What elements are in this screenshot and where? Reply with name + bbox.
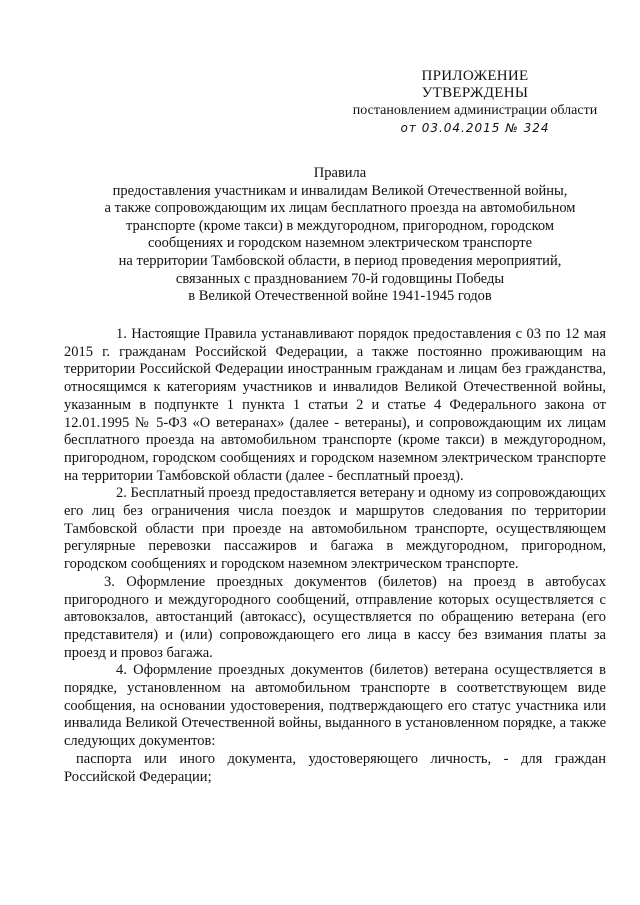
title-line: транспорте (кроме такси) в междугородном, пригородном, городском [125,217,555,234]
title-line: предоставления участникам и инвалидам Великой Отечественной войны, [112,182,568,199]
title-line: а также сопровождающим их лицам бесплатного проезда на автомобильном [104,200,576,217]
title-line: связанных с празднованием 70-й годовщины Победы [175,270,505,287]
title-line: на территории Тамбовской области, в период проведения мероприятий, [118,252,562,269]
handwritten-date: 03.04.2015 [421,121,501,135]
handwritten-number: 324 [523,121,550,135]
document-body [64,326,606,786]
number-prefix: № [505,121,519,135]
approval-header [350,68,600,135]
paragraph-3: 3. Оформление проездных документов (билетов) на проезд в автобусах пригородного и междугородного сообщений, отправление которых осуществляется с автовокзалов, автостанций (автокасс), осуществляется по обращению ветерана (его представителя) и (или) сопровождающего его лица в кассу без взимания платы за проезд и провоз багажа. [64,573,606,661]
date-prefix: от [400,121,417,135]
paragraph-2: 2. Бесплатный проезд предоставляется ветерану и одному из сопровождающих его лиц без ограничения числа поездок и маршрутов следования по территории Тамбовской области при проезде на автомобильном транспорте, осуществляющем регулярные перевозки пассажиров и багажа в междугородном, пригородном, городском сообщениях и городском наземном электрическом транспорте. [64,485,606,573]
title-line: Правила [313,165,367,181]
resolution-label: постановлением администрации области [352,103,598,118]
paragraph-5: паспорта или иного документа, удостоверяющего личность, - для граждан Российской Федерации; [64,750,606,785]
document-title [60,165,620,306]
paragraph-1: 1. Настоящие Правила устанавливают порядок предоставления с 03 по 12 мая 2015 г. гражданам Российской Федерации, а также постоянно проживающим на территории Российской Федерации иностранным гражданам и лицам без гражданства, относящимся к категориям участников и инвалидов Великой Отечественной войны, указанным в подпункте 1 пункта 1 статьи 2 и статье 4 Федерального закона от 12.01.1995 № 5-ФЗ «О ветеранах» (далее - ветераны), и сопровождающим их лицам бесплатного проезда на автомобильном транспорте (кроме такси) в междугородном, пригородном, городском сообщениях и городском наземном электрическом транспорте на территории Тамбовской области (далее - бесплатный проезд). [64,326,606,484]
paragraph-4: 4. Оформление проездных документов (билетов) ветерана осуществляется в порядке, установленном на автомобильном транспорте в соответствующем виде сообщения, на основании удостоверения, подтверждающего его статус участника или инвалида Великой Отечественной войны, выданного в установленном порядке, а также следующих документов: [64,662,606,750]
approved-label: УТВЕРЖДЕНЫ [421,85,529,101]
appendix-label: ПРИЛОЖЕНИЕ [421,68,529,84]
title-line: сообщениях и городском наземном электрическом транспорте [147,235,533,252]
handwritten-date-number [350,121,600,135]
title-line: в Великой Отечественной войне 1941-1945 годов [188,288,492,305]
